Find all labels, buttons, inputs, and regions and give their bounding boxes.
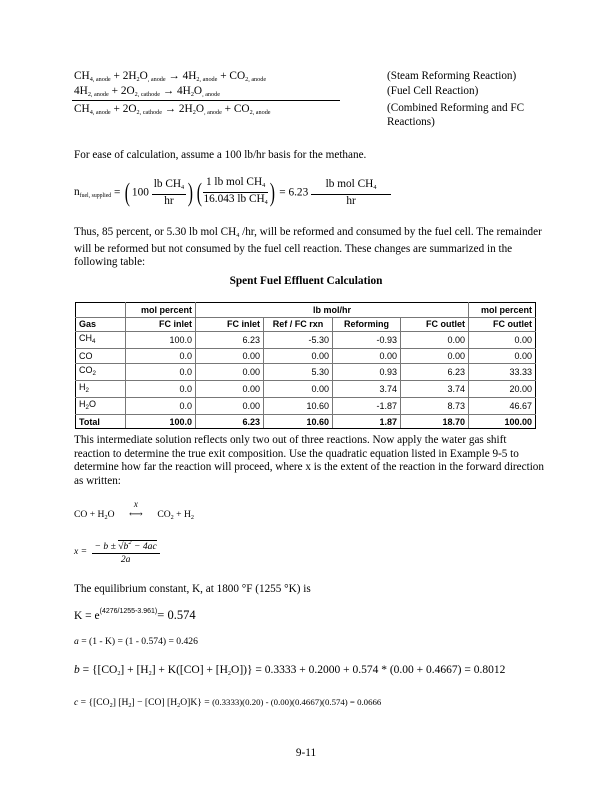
- combined-equation: $CH_{4, anode} + 2O_{2, cathode} \to 2H_2O_{, anode} + CO_{2, anode}$: [74, 103, 271, 116]
- table-total-row: [76, 414, 536, 429]
- c-equation: $c = \{[CO_2] [H_2] - [CO] [H_2O]K\} = (0.3333)(0.20) - (0.00)(0.4667)(0.574) = 0.0666$: [74, 697, 382, 709]
- col-header-reforming: Reforming: [333, 317, 401, 332]
- group-header-lb-mol-hr: lb mol/hr: [196, 303, 469, 318]
- summation-rule: [72, 100, 340, 101]
- steam-reforming-equation: $CH_{4, anode} + 2H_2O_{, anode} \to 4H_{2, anode} + CO_{2, anode}$: [74, 70, 267, 83]
- value-cell: 33.33: [469, 363, 536, 380]
- table-row: [76, 363, 536, 380]
- quadratic-formula: x = $\frac{- b \pm √b^2 - 4ac}{2a}$: [74, 537, 160, 566]
- fuel-cell-label: (Fuel Cell Reaction): [387, 85, 479, 97]
- reformed-fraction-paragraph: Thus, 85 percent, or 5.30 lb mol $CH_4$ /hr, will be reformed and consumed by the fuel cell. The remainder will be reformed but not consumed by the fuel cell reaction. These changes are summarized in the following table:: [74, 226, 542, 269]
- group-header-mol-percent-inlet: mol percent: [126, 303, 196, 318]
- k-equation: $K = e^{(4276/1255-3.961)}= 0.574$: [74, 608, 196, 622]
- table-caption: Spent Fuel Effluent Calculation: [229, 275, 383, 287]
- value-cell: 0.0: [126, 349, 196, 364]
- value-cell: 3.74: [333, 380, 401, 397]
- value-cell: 8.73: [401, 397, 469, 414]
- gas-cell: $H_2$: [76, 380, 126, 397]
- a-equation: a = (1 - K) = (1 - 0.574) = 0.426: [74, 636, 198, 647]
- value-cell: 0.0: [126, 363, 196, 380]
- fuel-cell-equation: $4H_{2, anode} + 2O_{2, cathode} \to 4H_2O_{, anode}$: [74, 85, 220, 98]
- gas-cell: CO: [76, 349, 126, 364]
- col-header-fc-inlet-pct: FC inlet: [126, 317, 196, 332]
- gas-cell: $CO_2$: [76, 363, 126, 380]
- value-cell: 5.30: [264, 363, 333, 380]
- value-cell: 0.93: [333, 363, 401, 380]
- value-cell: 18.70: [401, 414, 469, 429]
- group-header-empty: [76, 303, 126, 318]
- table-group-header-row: [76, 303, 536, 318]
- col-header-fc-outlet: FC outlet: [401, 317, 469, 332]
- value-cell: 1.87: [333, 414, 401, 429]
- gas-cell: $H_2O$: [76, 397, 126, 414]
- value-cell: 0.0: [126, 380, 196, 397]
- steam-reforming-label: (Steam Reforming Reaction): [387, 70, 517, 82]
- basis-paragraph: For ease of calculation, assume a 100 lb/hr basis for the methane.: [74, 149, 367, 161]
- gas-cell: Total: [76, 414, 126, 429]
- value-cell: 20.00: [469, 380, 536, 397]
- value-cell: 0.00: [264, 349, 333, 364]
- value-cell: 0.00: [264, 380, 333, 397]
- b-equation: $b = \{[CO_2] + [H_2] + K([CO] + [H_2O])\} = 0.3333 + 0.2000 + 0.574 * (0.00 + 0.4667) = 0.8012$: [74, 664, 506, 677]
- value-cell: 0.00: [401, 349, 469, 364]
- col-header-fc-inlet: FC inlet: [196, 317, 264, 332]
- fuel-supplied-equation: $n_{fuel, supplied}$ = ( 100 $\frac{lb CH_4}{hr}$ ) ( $\frac{1 lb mol CH_4}{16.043 lb CH_4}$ ) = 6.23 $\frac{lb mol CH_4}{hr}$: [74, 176, 391, 209]
- value-cell: -0.93: [333, 332, 401, 349]
- equilibrium-constant-text: The equilibrium constant, K, at 1800 °F (1255 °K) is: [74, 583, 311, 595]
- value-cell: 100.00: [469, 414, 536, 429]
- table-column-header-row: [76, 317, 536, 332]
- combined-label: (Combined Reforming and FC Reactions): [387, 102, 525, 128]
- spent-fuel-table: [75, 302, 536, 429]
- value-cell: 0.00: [469, 349, 536, 364]
- page-number: 9-11: [295, 747, 317, 759]
- value-cell: 6.23: [401, 363, 469, 380]
- table-row: [76, 380, 536, 397]
- value-cell: 6.23: [196, 414, 264, 429]
- value-cell: -1.87: [333, 397, 401, 414]
- value-cell: 100.0: [126, 414, 196, 429]
- value-cell: 100.0: [126, 332, 196, 349]
- value-cell: 0.00: [333, 349, 401, 364]
- value-cell: -5.30: [264, 332, 333, 349]
- value-cell: 10.60: [264, 414, 333, 429]
- table-row: [76, 349, 536, 364]
- value-cell: 0.00: [196, 397, 264, 414]
- table-row: [76, 397, 536, 414]
- value-cell: 0.00: [196, 380, 264, 397]
- col-header-gas: Gas: [76, 317, 126, 332]
- value-cell: 0.00: [469, 332, 536, 349]
- value-cell: 6.23: [196, 332, 264, 349]
- equilibrium-arrow-icon: ⟷: [129, 509, 143, 520]
- water-gas-shift-paragraph: This intermediate solution reflects only two out of three reactions. Now apply the water gas shift reaction to determine the true exit composition. Use the quadratic equation listed in Example 9-5 to determine how far the reaction will proceed, where x is the extent of the reaction in the forward direction as written:: [74, 434, 544, 487]
- value-cell: 3.74: [401, 380, 469, 397]
- value-cell: 0.00: [196, 363, 264, 380]
- col-header-fc-outlet-pct: FC outlet: [469, 317, 536, 332]
- value-cell: 10.60: [264, 397, 333, 414]
- group-header-mol-percent-outlet: mol percent: [469, 303, 536, 318]
- value-cell: 0.0: [126, 397, 196, 414]
- gas-cell: $CH_4$: [76, 332, 126, 349]
- value-cell: 0.00: [196, 349, 264, 364]
- value-cell: 0.00: [401, 332, 469, 349]
- water-gas-shift-equation: CO + $H_2O$ x ⟷ $CO_2 + H_2$: [74, 499, 194, 521]
- col-header-ref-fc-rxn: Ref / FC rxn: [264, 317, 333, 332]
- value-cell: 46.67: [469, 397, 536, 414]
- table-row: [76, 332, 536, 349]
